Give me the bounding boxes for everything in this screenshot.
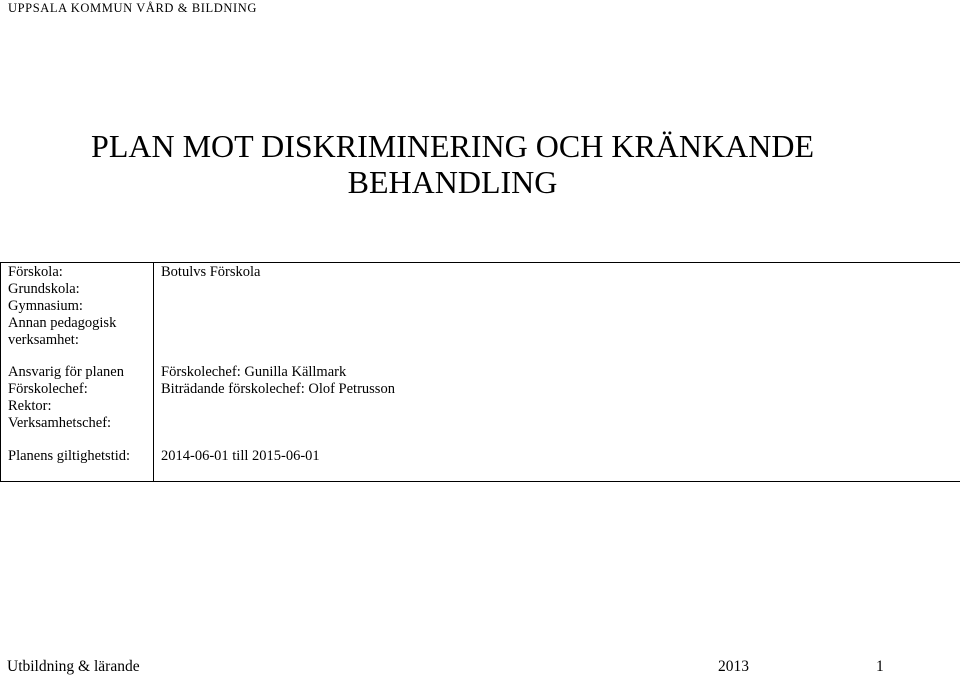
- page-title: [0, 128, 905, 200]
- label-verksamhet: verksamhet:: [8, 332, 79, 348]
- label-rektor: Rektor:: [8, 398, 52, 414]
- responsible-values: [161, 364, 395, 398]
- school-labels: [8, 264, 116, 349]
- value-bitradande-forskolechef: Biträdande förskolechef: Olof Petrusson: [161, 381, 395, 397]
- title-line-1: PLAN MOT DISKRIMINERING OCH KRÄNKANDE: [91, 128, 814, 164]
- table-bottom-border: [0, 481, 960, 482]
- table-column-divider: [153, 262, 154, 482]
- table-top-border: [0, 262, 960, 263]
- school-value: Botulvs Förskola: [161, 264, 261, 280]
- info-table: [0, 262, 960, 482]
- responsible-labels: [8, 364, 124, 432]
- label-annan-pedagogisk: Annan pedagogisk: [8, 315, 117, 331]
- footer-department: Utbildning & lärande: [7, 658, 140, 675]
- organization-header: UPPSALA KOMMUN VÅRD & BILDNING: [8, 1, 258, 15]
- label-verksamhetschef: Verksamhetschef:: [8, 415, 112, 431]
- title-line-2: BEHANDLING: [347, 164, 558, 200]
- value-forskolechef: Förskolechef: Gunilla Källmark: [161, 364, 347, 380]
- validity-value: 2014-06-01 till 2015-06-01: [161, 448, 320, 464]
- footer-year: 2013: [718, 658, 749, 675]
- validity-label: Planens giltighetstid:: [8, 448, 131, 464]
- label-gymnasium: Gymnasium:: [8, 298, 83, 314]
- label-grundskola: Grundskola:: [8, 281, 80, 297]
- page-number: 1: [876, 658, 884, 675]
- label-ansvarig: Ansvarig för planen: [8, 364, 124, 380]
- label-forskola: Förskola:: [8, 264, 63, 280]
- table-left-border: [0, 262, 1, 482]
- label-forskolechef: Förskolechef:: [8, 381, 88, 397]
